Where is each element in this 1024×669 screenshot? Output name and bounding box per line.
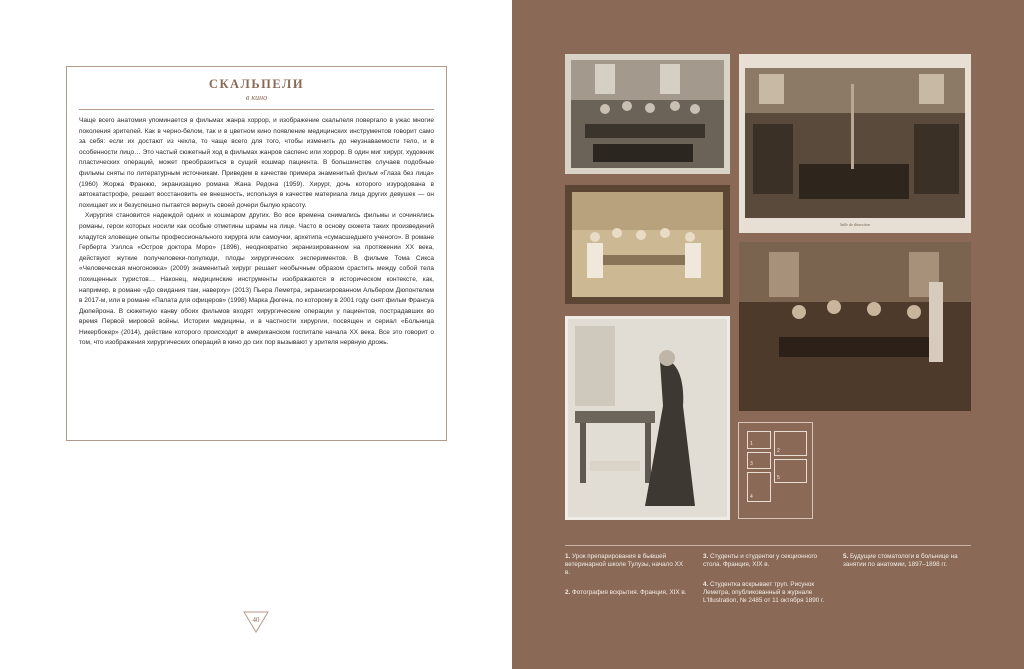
legend-cell: 3: [747, 452, 771, 469]
photo-layout-legend: [738, 422, 813, 519]
captions-divider: [565, 545, 971, 546]
title-divider: [79, 109, 434, 110]
photo-inscription: Salle de dissection: [840, 222, 870, 227]
photo-dentists-anatomy: [739, 242, 971, 411]
article-paragraph: Чаще всего анатомия упоминается в фильмах жанра хоррор, и изображение скальпеля повергало в ужас многие поколения зрителей. Как в черно-белом, так и в цветном кино появление медицинских инструментов говорит само за себя: если их достают из чехла, то чаще всего для того, чтобы изменить до неузнаваемости тело, и в особенности лицо… Это частый сюжетный ход в фильмах жанров саспенс или хоррор. В один миг хирург, художник пластических операций, может преобразиться в сущий кошмар пациента. В большинстве случаев подобные фильмы сняты по литературным источникам. Приведем в качестве примера знаменитый фильм «Глаза без лица» (1960) Жоржа Франжю, экранизацию романа Жана Редона (1959). Хирург, дочь которого изуродована в автокатастрофе, решает восстановить ее внешность, используя в качестве материала лица других девушек — он похищает их и безуспешно пытается вернуть своей дочери былую красоту.: [79, 117, 434, 209]
caption-2: 2. Фотография вскрытия. Франция, XIX в.: [565, 589, 687, 596]
photo-students-table: [565, 185, 730, 304]
article-title: СКАЛЬПЕЛИ: [208, 77, 305, 91]
article-box: [66, 66, 447, 441]
page-number-marker: [243, 611, 269, 633]
photo-veterinary-lesson: [565, 54, 730, 174]
photo-lemaitre-engraving: [565, 316, 730, 520]
article-paragraph: Хирургия становится надеждой одних и кошмаром других. Во все времена снимались фильмы и сочинялись романы, герои которых носили как особые отметины шрамы на лице. Часто в основу сюжета таких произведений кладутся зловещие опыты профессионального хирурга или самоучки, архетипа «сумасшедшего ученого». В романе Герберта Уэллса «Остров доктора Моро» (1896), неоднократно экранизированном на протяжении XX века, действуют жуткие получеловеки-полулюди, плоды хирургических экспериментов. В фильме Тома Сикса «Человеческая многоножка» (2009) знаменитый хирург решает необычным образом срастить между собой тела похищенных туристов… Наконец, медицинские инструменты изображаются в историческом контексте, как, например, в романе «До свидания там, наверху» (2013) Пьера Леметра, экранизированном Альбером Дюпонтелем в 2017-м, или в романе «Палата для офицеров» (1998) Марка Дюгена, по которому в 2001 году снят фильм Франсуа Дюпейрона. В сюжетную канву обоих фильмов входят хирургические операции у пациентов, пострадавших во время Первой мировой войны. Истории медицины, и в частности хирургии, посвящен и сериал «Больница Никербокер» (2014), действие которого происходит в американском госпитале начала XX века. Все это говорит о том, что изображения хирургических операций в кино до сих пор вызывают у зрителя нервную дрожь.: [79, 212, 434, 347]
legend-cell: 1: [747, 431, 771, 449]
caption-3: 3. Студенты и студентки у секционного стола. Франция, XIX в.: [703, 553, 818, 569]
caption-4: 4. Студентка вскрывает труп. Рисунок Леметра, опубликованный в журнале L'Illustration, № 2485 от 11 октября 1890 г.: [703, 581, 825, 605]
article-subtitle: в кино: [245, 93, 268, 102]
legend-cell: 5: [774, 459, 807, 483]
legend-cell: 2: [774, 431, 807, 456]
page-number: 40: [252, 616, 260, 624]
photo-dissection-room: [739, 54, 971, 233]
legend-cell: 4: [747, 472, 771, 502]
caption-5: 5. Будущие стоматологи в больнице на занятии по анатомии, 1897–1898 гг.: [843, 553, 958, 569]
caption-1: 1. Урок препарирования в бывшей ветеринарной школе Тулузы, начало XX в.: [565, 553, 684, 577]
